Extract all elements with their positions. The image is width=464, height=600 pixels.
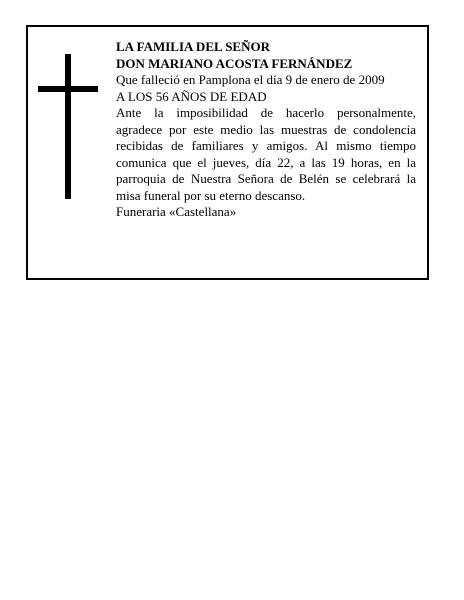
- deceased-name: DON MARIANO ACOSTA FERNÁNDEZ: [116, 55, 353, 71]
- notice-text: [116, 39, 416, 221]
- death-date-line: Que falleció en Pamplona el día 9 de enero de 2009: [116, 72, 385, 87]
- family-heading: LA FAMILIA DEL SEÑOR: [116, 39, 270, 54]
- cross-horizontal-bar: [38, 86, 98, 92]
- obituary-notice: [26, 25, 429, 280]
- cross-vertical-bar: [65, 54, 71, 199]
- funeral-home: Funeraria «Castellana»: [116, 204, 237, 219]
- cross-icon: [38, 54, 98, 199]
- notice-body: Ante la imposibilidad de hacerlo personalmente, agradece por este medio las muestras de condolencia recibidas de familiares y amigos. Al mismo tiempo comunica que el jueves, día 22, a las 19 horas, en la parroquia de Nuestra Señora de Belén se celebrará la misa funeral por su eterno descanso.: [116, 105, 416, 203]
- age-line: A LOS 56 AÑOS DE EDAD: [116, 88, 267, 104]
